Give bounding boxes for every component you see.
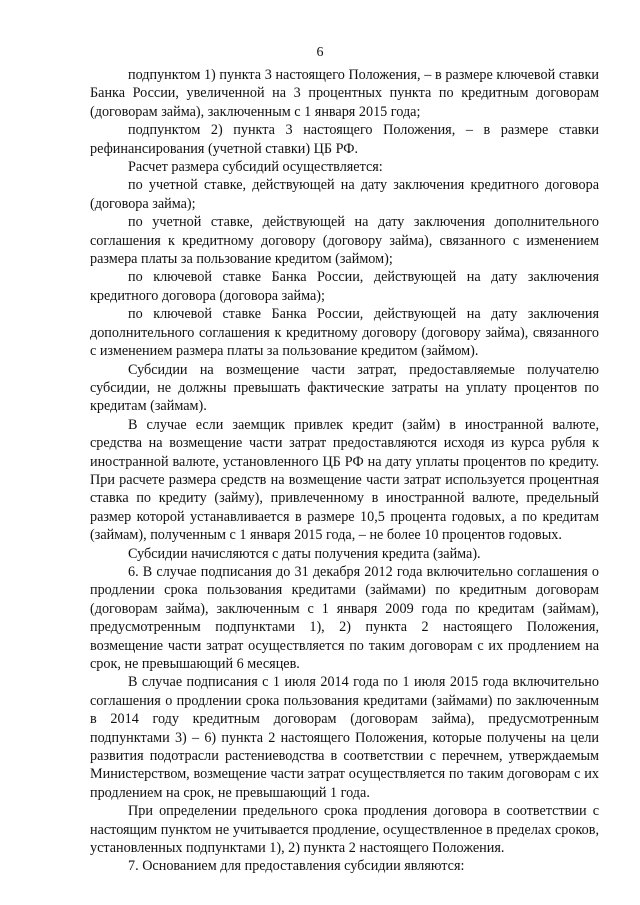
paragraph: по учетной ставке, действующей на дату заключения дополнительного соглашения к кредитному договору (договору займа), связанного с изменением размера платы за пользование кредитом (займом);	[90, 214, 599, 268]
paragraph: Субсидии на возмещение части затрат, предоставляемые получателю субсидии, не должны превышать фактические затраты на уплату процентов по кредитам (займам).	[90, 361, 599, 415]
paragraph: При определении предельного срока продления договора в соответствии с настоящим пунктом не учитывается продление, осуществленное в пределах сроков, установленных подпунктами 1), 2) пункта 2 настоящего Положения.	[90, 803, 599, 857]
paragraph: подпунктом 1) пункта 3 настоящего Положения, – в размере ключевой ставки Банка России, увеличенной на 3 процентных пункта по кредитным договорам (договорам займа), заключенным с 1 января 2015 года;	[90, 67, 599, 120]
paragraph: Субсидии начисляются с даты получения кредита (займа).	[128, 545, 481, 562]
paragraph: В случае подписания с 1 июля 2014 года по 1 июля 2015 года включительно соглашения о продлении срока пользования кредитами (займами) по заключенным в 2014 году кредитным договорам (договорам займа), предусмотренным подпунктами 3) – 6) пункта 2 настоящего Положения, которые получены на цели развития подотрасли растениеводства в соответствии с перечнем, утверждаемым Министерством, возмещение части затрат осуществляется по таким договорам с их продлением на срок, не превышающий 1 года.	[90, 674, 599, 801]
paragraph: 7. Основанием для предоставления субсидии являются:	[128, 858, 465, 875]
page-number: 6	[316, 45, 324, 60]
paragraph: В случае если заемщик привлек кредит (займ) в иностранной валюте, средства на возмещение части затрат предоставляются исходя из курса рубля к иностранной валюте, установленного ЦБ РФ на дату уплаты процентов по кредиту. При расчете размера средств на возмещение части затрат используется процентная ставка по кредиту (займу), привлеченному в иностранной валюте, предельный размер которой устанавливается в размере 10,5 процента годовых, а по кредитам (займам), полученным с 1 января 2015 года, – не более 10 процентов годовых.	[90, 416, 599, 544]
paragraph: по ключевой ставке Банка России, действующей на дату заключения дополнительного соглашения к кредитному договору (договору займа), связанного с изменением размера платы за пользование кредитом (займом).	[90, 306, 599, 360]
paragraph: Расчет размера субсидий осуществляется:	[128, 159, 383, 176]
document-body	[90, 66, 599, 876]
paragraph: по ключевой ставке Банка России, действующей на дату заключения кредитного договора (договора займа);	[90, 269, 599, 304]
paragraph: по учетной ставке, действующей на дату заключения кредитного договора (договора займа);	[90, 177, 599, 212]
paragraph: подпунктом 2) пункта 3 настоящего Положения, – в размере ставки рефинансирования (учетной ставки) ЦБ РФ.	[90, 122, 599, 157]
paragraph: 6. В случае подписания до 31 декабря 2012 года включительно соглашения о продлении срока пользования кредитами (займами) по кредитным договорам (договорам займа), заключенным с 1 января 2009 года по кредитам (займам), предусмотренным подпунктами 1), 2) пункта 2 настоящего Положения, возмещение части затрат осуществляется по таким договорам с их продлением на срок, не превышающий 6 месяцев.	[90, 563, 599, 672]
